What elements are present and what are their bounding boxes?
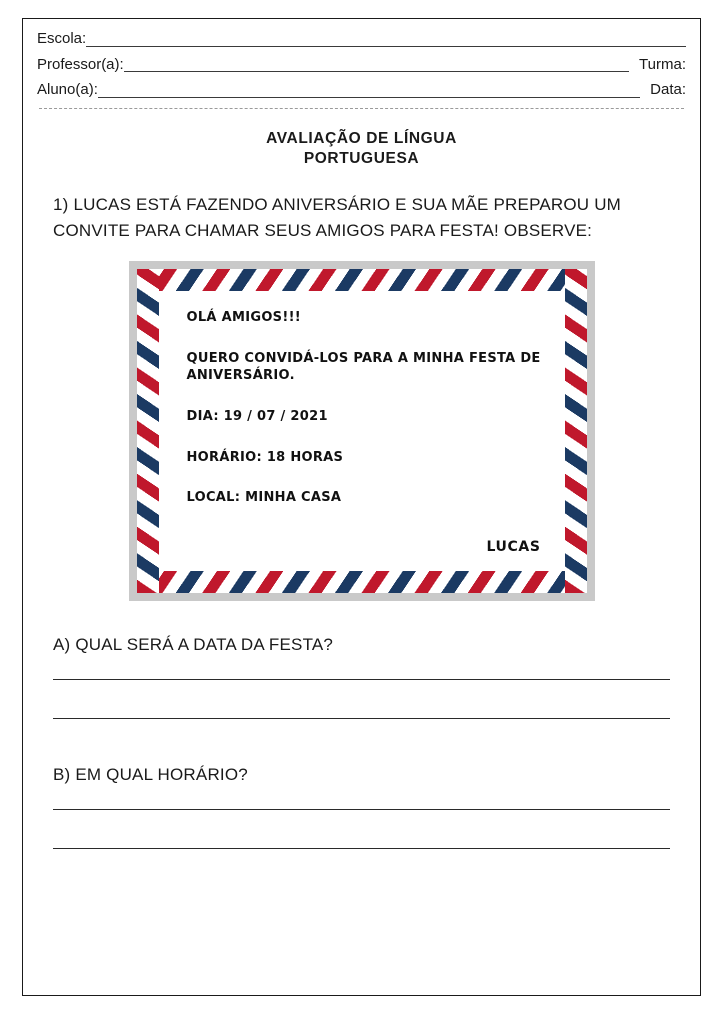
escola-label: Escola: xyxy=(37,30,87,47)
sub-question-b-text: B) EM QUAL HORÁRIO? xyxy=(53,765,248,785)
turma-label: Turma: xyxy=(639,55,686,73)
professor-input-line[interactable] xyxy=(124,58,629,72)
header-divider xyxy=(39,108,684,109)
invite-place: LOCAL: MINHA CASA xyxy=(186,490,342,506)
answer-line-a2[interactable] xyxy=(53,718,670,719)
aluno-input-line[interactable] xyxy=(98,84,640,98)
page-title-line2: PORTUGUESA xyxy=(303,150,420,168)
spacer-b2 xyxy=(23,810,700,848)
invite-time: HORÁRIO: 18 HORAS xyxy=(186,449,344,465)
invite-text-block xyxy=(187,309,553,561)
spacer-b1 xyxy=(23,785,700,809)
airmail-stripe-bottom-icon xyxy=(137,571,587,593)
professor-label: Professor(a): xyxy=(37,55,124,73)
escola-row xyxy=(37,31,686,48)
aluno-label: Aluno(a): xyxy=(37,81,98,98)
spacer-a1 xyxy=(23,655,700,679)
invite-figure xyxy=(23,261,700,601)
worksheet-page xyxy=(22,18,701,996)
invite-body: QUERO CONVIDÁ-LOS PARA A MINHA FESTA DE ANIVERSÁRIO. xyxy=(186,350,541,384)
aluno-row xyxy=(37,82,686,99)
airmail-stripe-top-icon xyxy=(137,269,587,291)
invite-date: DIA: 19 / 07 / 2021 xyxy=(186,408,328,424)
invite-greeting: OLÁ AMIGOS!!! xyxy=(186,310,302,326)
spacer-a2 xyxy=(23,680,700,718)
invite-card xyxy=(129,261,595,601)
page-title xyxy=(23,129,700,171)
question-1-text: 1) LUCAS ESTÁ FAZENDO ANIVERSÁRIO E SUA MÃE PREPAROU UM CONVITE PARA CHAMAR SEUS AMIGOS PARA FESTA! OBSERVE: xyxy=(53,195,622,240)
page-title-line1: AVALIAÇÃO DE LÍNGUA xyxy=(266,129,457,147)
student-header xyxy=(23,19,700,115)
invite-signature: LUCAS xyxy=(486,539,541,556)
airmail-stripe-left-icon xyxy=(137,269,159,593)
answer-line-b2[interactable] xyxy=(53,848,670,849)
sub-question-a-text: A) QUAL SERÁ A DATA DA FESTA? xyxy=(53,635,334,655)
data-label: Data: xyxy=(650,81,686,98)
professor-row xyxy=(37,57,686,74)
escola-input-line[interactable] xyxy=(86,33,686,47)
airmail-stripe-right-icon xyxy=(565,269,587,593)
